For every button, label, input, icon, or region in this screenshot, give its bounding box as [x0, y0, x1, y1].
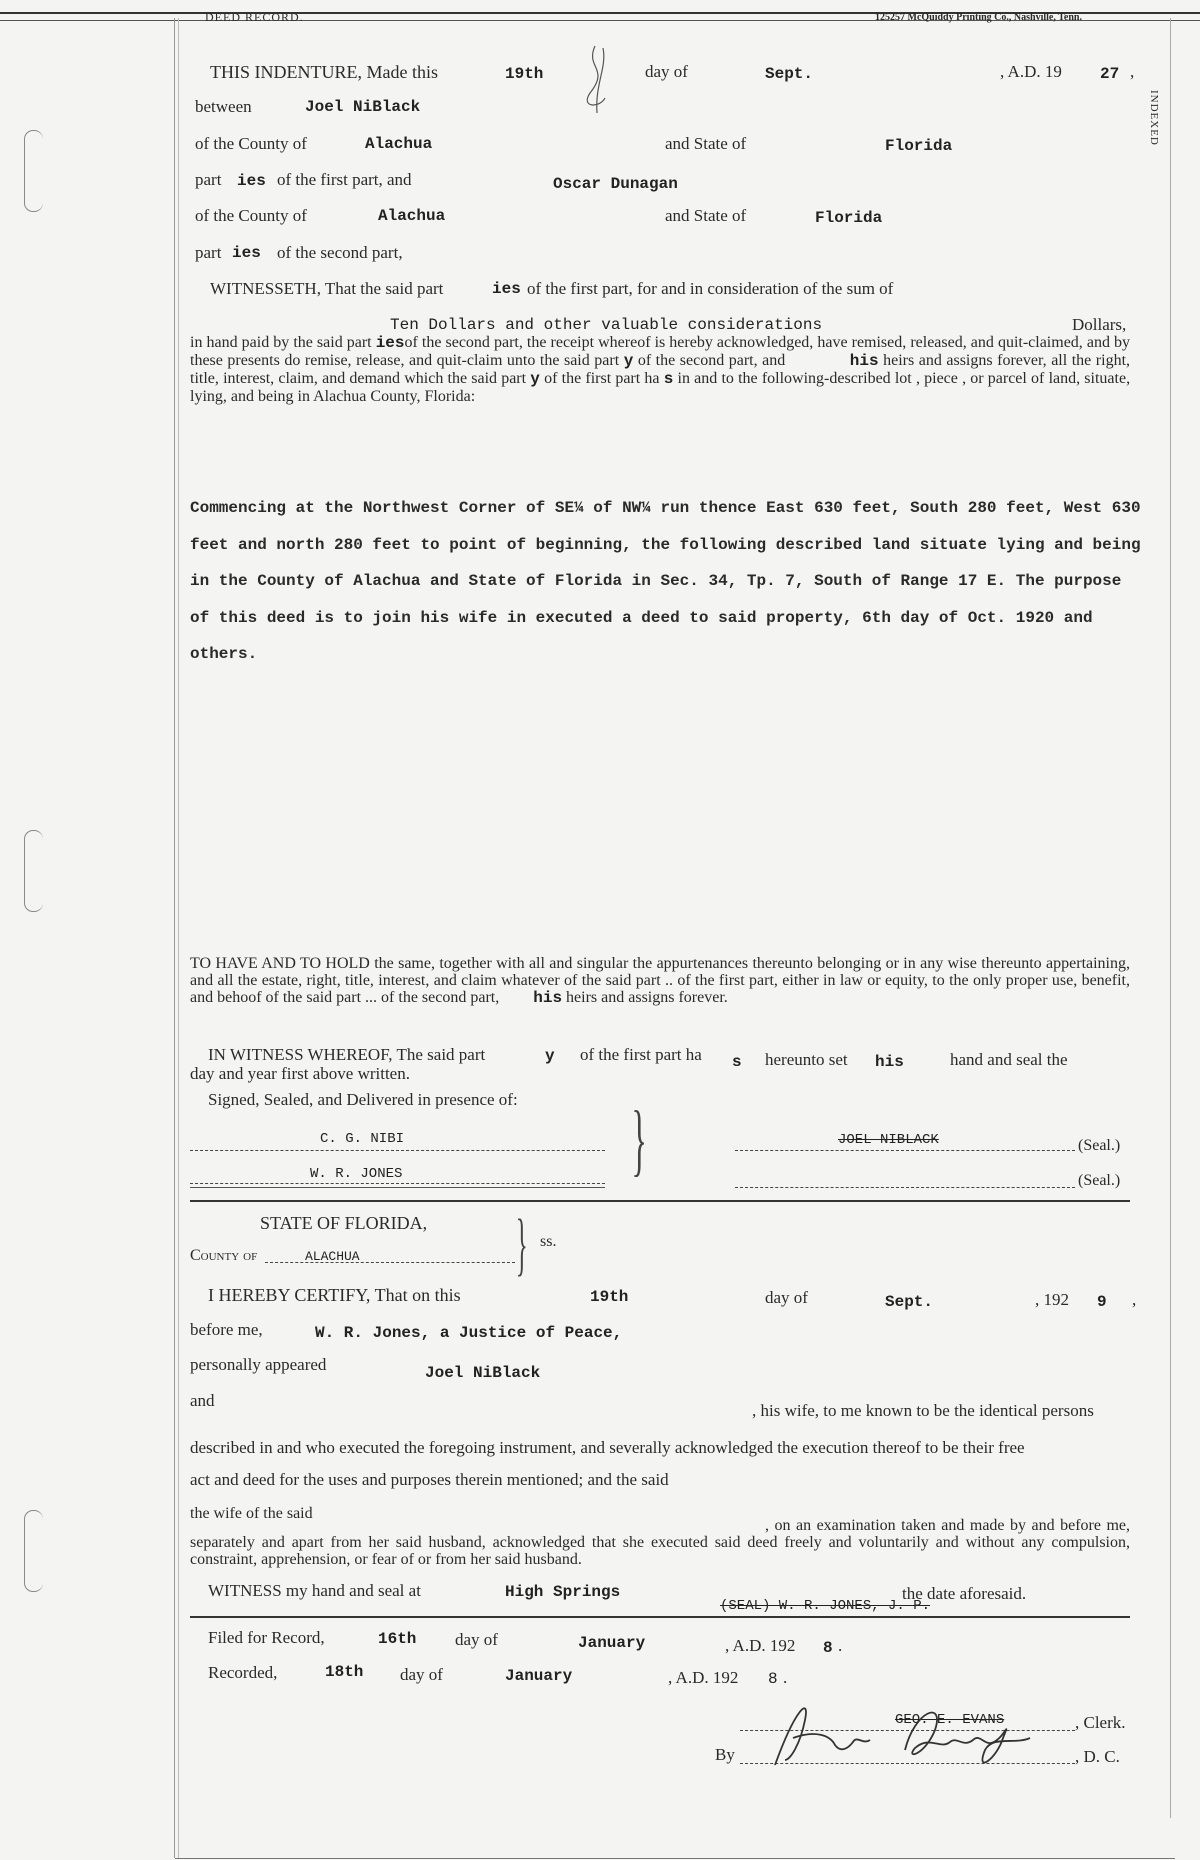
- witness-part-y: y: [545, 1047, 555, 1065]
- ack-seal-signature: (SEAL) W. R. JONES, J. P.: [720, 1598, 931, 1614]
- state-of-label: and State of: [665, 134, 747, 153]
- part-suffix-second: ies: [232, 244, 261, 262]
- indexed-stamp: INDEXED: [1148, 90, 1160, 146]
- ack-county-line: [265, 1262, 515, 1263]
- witness-underline: [190, 1187, 605, 1188]
- comma: ,: [1132, 1290, 1137, 1309]
- deputy-clerk-label: , D. C.: [1075, 1747, 1120, 1766]
- part-suffix-first: ies: [237, 172, 266, 190]
- binder-hole: [24, 830, 43, 912]
- venue-brace: }: [515, 1206, 528, 1283]
- part-label-2: part: [195, 243, 222, 262]
- grant-s: s: [663, 370, 674, 388]
- filing-rule: [190, 1616, 1130, 1618]
- witness-line2: day and year first above written.: [190, 1064, 410, 1083]
- witness2-name: W. R. JONES: [310, 1166, 403, 1182]
- ack-day: 19th: [590, 1288, 629, 1306]
- second-signer-line: [735, 1187, 1075, 1188]
- recorded-label: Recorded,: [208, 1663, 278, 1682]
- ack-year-prefix: , 192: [1035, 1290, 1069, 1309]
- filed-label: Filed for Record,: [208, 1628, 325, 1647]
- deputy-clerk-signature: [735, 1690, 1065, 1780]
- grant-p5: of the first part ha: [544, 370, 660, 387]
- ack-state: STATE OF FLORIDA,: [260, 1213, 428, 1233]
- grant-y2: y: [530, 370, 540, 388]
- ack-before-me: before me,: [190, 1320, 263, 1339]
- grantor-name: Joel NiBlack: [305, 98, 421, 116]
- section-rule: [190, 1200, 1130, 1202]
- granting-clause: [190, 334, 1130, 405]
- filed-day: 16th: [378, 1630, 417, 1648]
- witness1-line: [190, 1150, 605, 1151]
- ack-certify: I HEREBY CERTIFY, That on this: [208, 1285, 461, 1305]
- filed-day-of: day of: [455, 1630, 498, 1649]
- indenture-year: 27: [1100, 65, 1120, 83]
- witness-brace: }: [631, 1096, 647, 1184]
- clerk-label: , Clerk.: [1075, 1713, 1126, 1732]
- signer-line: [735, 1150, 1075, 1151]
- consideration-sum: Ten Dollars and other valuable considerations: [390, 316, 823, 334]
- ack-witness-at: WITNESS my hand and seal at: [208, 1581, 421, 1600]
- ack-exam: , on an examination taken and made by and before me, separately and apart from her said husband, acknowledged that she executed said deed freely and voluntarily and without any compulsion, constraint, apprehension, or fear of or from her said husband.: [190, 1517, 1130, 1568]
- first-part-and: of the first part, and: [277, 170, 412, 189]
- habendum-his: his: [533, 989, 563, 1007]
- second-part-label: of the second part,: [277, 243, 403, 262]
- rec-month: January: [505, 1667, 573, 1685]
- grantee-name: Oscar Dunagan: [553, 175, 678, 193]
- witness2-line: [190, 1183, 605, 1184]
- grantor-county: Alachua: [365, 135, 433, 153]
- binder-hole: [24, 1510, 43, 1592]
- witness-s: s: [732, 1053, 742, 1071]
- ack-appeared: personally appeared: [190, 1355, 327, 1374]
- comma: ,: [1130, 62, 1135, 81]
- ack-his-wife: , his wife, to me known to be the identical persons: [752, 1401, 1094, 1420]
- indenture-lead: THIS INDENTURE, Made this: [210, 62, 438, 82]
- ack-place: High Springs: [505, 1583, 621, 1601]
- ack-county-label: County of: [190, 1247, 258, 1264]
- signer-name: JOEL NIBLACK: [838, 1132, 939, 1148]
- printer-imprint: 125257 McQuiddy Printing Co., Nashville, Tenn.: [875, 12, 1082, 23]
- bottom-rule: [175, 1858, 1175, 1859]
- witnesseth-lead: WITNESSETH, That the said part: [210, 279, 444, 298]
- rec-day: 18th: [325, 1663, 364, 1681]
- witness-mid: of the first part ha: [580, 1045, 702, 1064]
- ack-described: described in and who executed the foregoing instrument, and severally acknowledged the execution thereof to be their free: [190, 1438, 1025, 1457]
- dollars-label: Dollars,: [1072, 315, 1127, 334]
- grantor-state: Florida: [885, 137, 953, 155]
- ack-county: ALACHUA: [305, 1249, 360, 1264]
- ack-ss: ss.: [540, 1233, 557, 1250]
- day-of-label: day of: [645, 62, 688, 81]
- binder-hole: [24, 130, 43, 212]
- rec-ad: , A.D. 192: [668, 1668, 739, 1687]
- signed-in-presence: Signed, Sealed, and Delivered in presence of:: [208, 1090, 518, 1109]
- ack-officer: W. R. Jones, a Justice of Peace,: [315, 1324, 623, 1342]
- witness-set: hereunto set: [765, 1050, 848, 1069]
- ack-date-aforesaid: the date aforesaid.: [902, 1584, 1027, 1603]
- indenture-month: Sept.: [765, 65, 814, 83]
- initials-mark: [565, 38, 625, 118]
- part-label: part: [195, 170, 222, 189]
- filed-year: 8: [823, 1639, 833, 1657]
- right-margin-rule: [1170, 18, 1171, 1818]
- witnesseth-part-suffix: ies: [492, 280, 521, 298]
- grant-p1: in hand paid by the said part: [190, 334, 372, 351]
- property-description: Commencing at the Northwest Corner of SE¼ of NW¼ run thence East 630 feet, South 280 feet, West 630 feet and north 280 feet to point of beginning, the following described land situate lying and being in the County of Alachua and State of Florida in Sec. 34, Tp. 7, South of Range 17 E. The purpose of this deed is to join his wife in executed a deed to said property, 6th day of Oct. 1920 and others.: [190, 499, 1141, 663]
- period: .: [838, 1636, 843, 1655]
- ack-and: and: [190, 1391, 215, 1410]
- grant-p3: of the second part, and: [637, 352, 786, 369]
- grant-p4: heirs and assigns forever, all the right, title, interest, claim, and demand which the said part: [190, 352, 1131, 387]
- witnesseth-rest: of the first part, for and in consideration of the sum of: [527, 279, 894, 298]
- ack-act: act and deed for the uses and purposes therein mentioned; and the said: [190, 1470, 669, 1489]
- filed-ad: , A.D. 192: [725, 1636, 796, 1655]
- grant-his: his: [849, 352, 879, 370]
- grant-ies: ies: [375, 334, 405, 352]
- witness-his: his: [875, 1053, 904, 1071]
- grantee-state: Florida: [815, 209, 883, 227]
- by-label: By: [715, 1745, 735, 1764]
- grant-p2: of the second part, the receipt whereof is hereby acknowledged, have remised, released, and quit-claimed, and by these presents do remise, release, and quit-claim unto the said part: [190, 334, 1131, 369]
- indenture-day: 19th: [505, 65, 544, 83]
- clerk-name: GEO. E. EVANS: [895, 1712, 1005, 1728]
- ack-wife-of: the wife of the said: [190, 1505, 313, 1522]
- seal-label-2: (Seal.): [1078, 1172, 1121, 1189]
- witness-lead: IN WITNESS WHEREOF, The said part: [208, 1045, 486, 1064]
- county-of-label: of the County of: [195, 134, 307, 153]
- margin-rule: [174, 18, 175, 1858]
- ack-month: Sept.: [885, 1293, 934, 1311]
- filed-month: January: [578, 1634, 646, 1652]
- ack-person: Joel NiBlack: [425, 1364, 541, 1382]
- witness-tail: hand and seal the: [950, 1050, 1068, 1069]
- grant-p6: in and to the following-described lot , piece , or parcel of land, situate, lying, and being in Alachua County, Florida:: [190, 370, 1131, 405]
- witness1-name: C. G. NIBI: [320, 1131, 405, 1147]
- grantee-county: Alachua: [378, 207, 446, 225]
- between-label: between: [195, 97, 252, 116]
- seal-label-1: (Seal.): [1078, 1137, 1121, 1154]
- margin-rule-inner: [178, 18, 179, 1858]
- county-of-label-2: of the County of: [195, 206, 307, 225]
- rec-year: 8: [768, 1670, 778, 1688]
- habendum-end: heirs and assigns forever.: [566, 989, 728, 1006]
- ack-day-of: day of: [765, 1288, 808, 1307]
- grant-y: y: [623, 352, 634, 370]
- habendum-text: TO HAVE AND TO HOLD the same, together with all and singular the appurtenances thereunto belonging or in any wise thereunto appertaining, and all the estate, right, title, interest, and claim whatever of the said part .. of the first part, either in law or equity, to the only proper use, benefit, and behoof of the said part ... of the second part,: [190, 955, 1130, 1006]
- period: .: [783, 1668, 788, 1687]
- habendum-clause: [190, 955, 1130, 1007]
- ad-label: , A.D. 19: [1000, 62, 1062, 81]
- header-title: DEED RECORD.: [205, 10, 304, 24]
- state-of-label-2: and State of: [665, 206, 747, 225]
- rec-day-of: day of: [400, 1665, 443, 1684]
- ack-year: 9: [1097, 1293, 1107, 1311]
